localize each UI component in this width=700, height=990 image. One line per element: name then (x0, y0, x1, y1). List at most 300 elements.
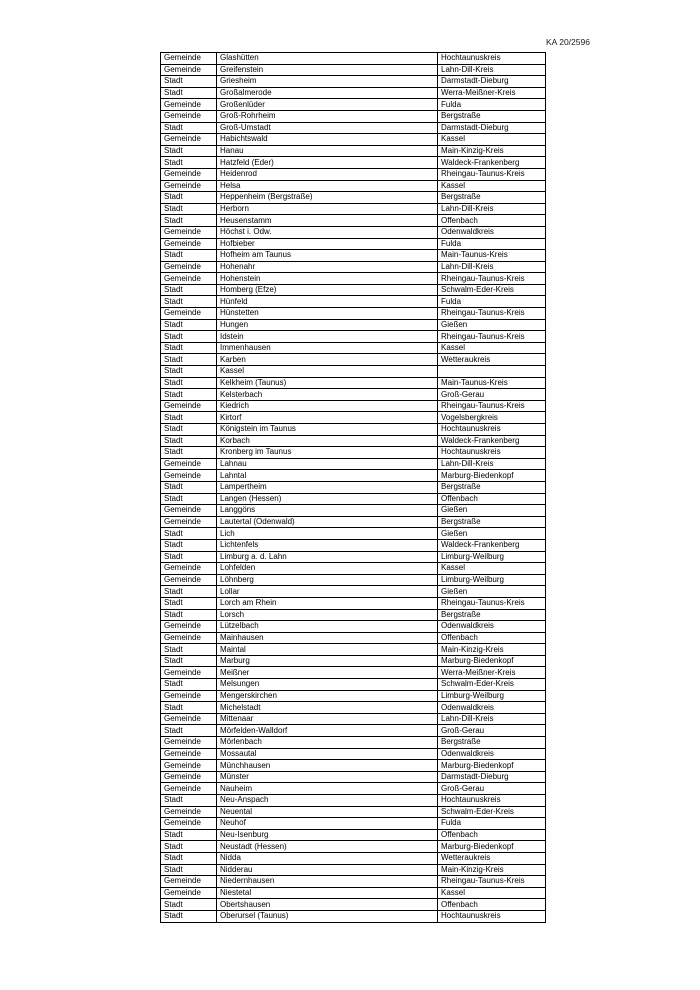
cell-type: Stadt (161, 284, 217, 296)
cell-type: Stadt (161, 319, 217, 331)
table-row (161, 516, 546, 528)
table-row (161, 192, 546, 204)
cell-name: Löhnberg (217, 574, 438, 586)
cell-type: Gemeinde (161, 806, 217, 818)
cell-kreis: Bergstraße (438, 110, 546, 122)
cell-type: Stadt (161, 493, 217, 505)
table-row (161, 447, 546, 459)
cell-type: Stadt (161, 296, 217, 308)
cell-name: Glashütten (217, 53, 438, 65)
table-row (161, 354, 546, 366)
cell-name: Habichtswald (217, 134, 438, 146)
cell-type: Gemeinde (161, 667, 217, 679)
cell-name: Groß-Umstadt (217, 122, 438, 134)
cell-type: Gemeinde (161, 53, 217, 65)
cell-type: Gemeinde (161, 690, 217, 702)
cell-name: Nidderau (217, 864, 438, 876)
cell-type: Stadt (161, 447, 217, 459)
table-row (161, 319, 546, 331)
cell-kreis: Lahn-Dill-Kreis (438, 458, 546, 470)
table-row (161, 342, 546, 354)
cell-kreis: Main-Kinzig-Kreis (438, 864, 546, 876)
cell-name: Lichtenfels (217, 539, 438, 551)
cell-name: Marburg (217, 655, 438, 667)
cell-type: Gemeinde (161, 226, 217, 238)
table-row (161, 667, 546, 679)
cell-type: Stadt (161, 841, 217, 853)
cell-name: Michelstadt (217, 702, 438, 714)
table-row (161, 702, 546, 714)
table-row (161, 226, 546, 238)
cell-name: Hofbieber (217, 238, 438, 250)
cell-type: Stadt (161, 899, 217, 911)
table-row (161, 389, 546, 401)
table-row (161, 597, 546, 609)
table-row (161, 168, 546, 180)
cell-type: Stadt (161, 192, 217, 204)
table-row (161, 621, 546, 633)
table-row (161, 910, 546, 922)
cell-kreis: Bergstraße (438, 481, 546, 493)
cell-name: Mengerskirchen (217, 690, 438, 702)
table-row (161, 377, 546, 389)
cell-name: Lahntal (217, 470, 438, 482)
cell-type: Stadt (161, 389, 217, 401)
table-row (161, 609, 546, 621)
cell-name: Heppenheim (Bergstraße) (217, 192, 438, 204)
cell-kreis: Schwalm-Eder-Kreis (438, 679, 546, 691)
table-row (161, 99, 546, 111)
cell-type: Gemeinde (161, 887, 217, 899)
cell-type: Gemeinde (161, 505, 217, 517)
table-row (161, 876, 546, 888)
table-row (161, 795, 546, 807)
cell-kreis: Werra-Meißner-Kreis (438, 667, 546, 679)
cell-kreis: Lahn-Dill-Kreis (438, 713, 546, 725)
cell-name: Karben (217, 354, 438, 366)
cell-kreis: Main-Taunus-Kreis (438, 250, 546, 262)
table-row (161, 331, 546, 343)
cell-type: Stadt (161, 910, 217, 922)
cell-name: Neustadt (Hessen) (217, 841, 438, 853)
table-row (161, 470, 546, 482)
cell-type: Gemeinde (161, 273, 217, 285)
cell-kreis: Rheingau-Taunus-Kreis (438, 400, 546, 412)
cell-type: Gemeinde (161, 400, 217, 412)
cell-name: Mörlenbach (217, 737, 438, 749)
cell-name: Hofheim am Taunus (217, 250, 438, 262)
cell-name: Homberg (Efze) (217, 284, 438, 296)
cell-type: Gemeinde (161, 458, 217, 470)
cell-type: Stadt (161, 655, 217, 667)
cell-name: Neuental (217, 806, 438, 818)
table-row (161, 64, 546, 76)
cell-kreis: Vogelsbergkreis (438, 412, 546, 424)
cell-type: Gemeinde (161, 574, 217, 586)
cell-type: Stadt (161, 412, 217, 424)
cell-type: Stadt (161, 679, 217, 691)
cell-kreis: Limburg-Weilburg (438, 574, 546, 586)
table-row (161, 145, 546, 157)
cell-name: Herborn (217, 203, 438, 215)
cell-kreis: Gießen (438, 319, 546, 331)
cell-type: Gemeinde (161, 771, 217, 783)
cell-type: Gemeinde (161, 168, 217, 180)
cell-kreis: Wetteraukreis (438, 354, 546, 366)
table-row (161, 841, 546, 853)
cell-kreis: Fulda (438, 238, 546, 250)
cell-type: Stadt (161, 609, 217, 621)
cell-name: Nidda (217, 852, 438, 864)
cell-name: Oberursel (Taunus) (217, 910, 438, 922)
cell-kreis: Main-Kinzig-Kreis (438, 644, 546, 656)
cell-name: Lollar (217, 586, 438, 598)
cell-type: Gemeinde (161, 516, 217, 528)
cell-name: Idstein (217, 331, 438, 343)
cell-kreis: Rheingau-Taunus-Kreis (438, 273, 546, 285)
cell-type: Stadt (161, 354, 217, 366)
cell-kreis: Bergstraße (438, 737, 546, 749)
cell-kreis: Hochtaunuskreis (438, 795, 546, 807)
cell-name: Mittenaar (217, 713, 438, 725)
table-row (161, 760, 546, 772)
cell-kreis: Offenbach (438, 899, 546, 911)
cell-type: Stadt (161, 157, 217, 169)
cell-type: Stadt (161, 377, 217, 389)
table-row (161, 563, 546, 575)
cell-type: Stadt (161, 528, 217, 540)
cell-type: Stadt (161, 539, 217, 551)
table-row (161, 887, 546, 899)
cell-kreis: Hochtaunuskreis (438, 53, 546, 65)
cell-kreis: Gießen (438, 586, 546, 598)
cell-kreis: Bergstraße (438, 192, 546, 204)
table-row (161, 771, 546, 783)
table-row (161, 458, 546, 470)
cell-kreis: Odenwaldkreis (438, 621, 546, 633)
cell-type: Gemeinde (161, 621, 217, 633)
table-row (161, 783, 546, 795)
cell-name: Mörfelden-Walldorf (217, 725, 438, 737)
table-row (161, 899, 546, 911)
table-row (161, 76, 546, 88)
cell-name: Lorch am Rhein (217, 597, 438, 609)
cell-name: Kelsterbach (217, 389, 438, 401)
table-row (161, 574, 546, 586)
cell-type: Gemeinde (161, 713, 217, 725)
cell-kreis: Hochtaunuskreis (438, 447, 546, 459)
table-row (161, 400, 546, 412)
cell-kreis: Limburg-Weilburg (438, 690, 546, 702)
cell-type: Stadt (161, 829, 217, 841)
cell-kreis: Lahn-Dill-Kreis (438, 261, 546, 273)
cell-kreis: Bergstraße (438, 516, 546, 528)
cell-kreis: Offenbach (438, 493, 546, 505)
document-reference: KA 20/2596 (546, 37, 590, 47)
cell-name: Hünfeld (217, 296, 438, 308)
cell-kreis: Main-Taunus-Kreis (438, 377, 546, 389)
table-row (161, 53, 546, 65)
cell-kreis: Marburg-Biedenkopf (438, 470, 546, 482)
table-row (161, 215, 546, 227)
cell-name: Melsungen (217, 679, 438, 691)
cell-kreis: Rheingau-Taunus-Kreis (438, 876, 546, 888)
cell-kreis: Groß-Gerau (438, 725, 546, 737)
table-row (161, 737, 546, 749)
cell-name: Neuhof (217, 818, 438, 830)
cell-kreis: Fulda (438, 99, 546, 111)
cell-type: Stadt (161, 342, 217, 354)
cell-kreis: Marburg-Biedenkopf (438, 841, 546, 853)
cell-kreis: Werra-Meißner-Kreis (438, 87, 546, 99)
table-row (161, 203, 546, 215)
table-row (161, 110, 546, 122)
cell-name: Kassel (217, 366, 438, 378)
cell-kreis: Odenwaldkreis (438, 226, 546, 238)
cell-kreis: Marburg-Biedenkopf (438, 655, 546, 667)
cell-name: Lahnau (217, 458, 438, 470)
cell-type: Stadt (161, 644, 217, 656)
table-row (161, 748, 546, 760)
table-row (161, 261, 546, 273)
table-row (161, 632, 546, 644)
cell-name: Mossautal (217, 748, 438, 760)
cell-name: Langen (Hessen) (217, 493, 438, 505)
cell-type: Stadt (161, 366, 217, 378)
table-row (161, 481, 546, 493)
table-row (161, 818, 546, 830)
cell-kreis: Kassel (438, 563, 546, 575)
table-row (161, 725, 546, 737)
cell-kreis: Schwalm-Eder-Kreis (438, 806, 546, 818)
cell-type: Gemeinde (161, 99, 217, 111)
cell-type: Stadt (161, 725, 217, 737)
cell-kreis: Offenbach (438, 215, 546, 227)
cell-name: Höchst i. Odw. (217, 226, 438, 238)
cell-name: Lorsch (217, 609, 438, 621)
cell-type: Gemeinde (161, 308, 217, 320)
cell-kreis: Lahn-Dill-Kreis (438, 203, 546, 215)
cell-name: Münster (217, 771, 438, 783)
cell-name: Hungen (217, 319, 438, 331)
cell-kreis: Kassel (438, 180, 546, 192)
table-row (161, 539, 546, 551)
cell-kreis (438, 366, 546, 378)
cell-name: Greifenstein (217, 64, 438, 76)
table-row (161, 493, 546, 505)
cell-kreis: Rheingau-Taunus-Kreis (438, 168, 546, 180)
cell-name: Nauheim (217, 783, 438, 795)
cell-kreis: Darmstadt-Dieburg (438, 76, 546, 88)
table-row (161, 180, 546, 192)
table-row (161, 122, 546, 134)
table-row (161, 366, 546, 378)
cell-kreis: Marburg-Biedenkopf (438, 760, 546, 772)
cell-kreis: Offenbach (438, 829, 546, 841)
table-row (161, 679, 546, 691)
cell-name: Hohenstein (217, 273, 438, 285)
table-row (161, 690, 546, 702)
cell-type: Stadt (161, 864, 217, 876)
cell-name: Großalmerode (217, 87, 438, 99)
cell-type: Gemeinde (161, 180, 217, 192)
cell-kreis: Groß-Gerau (438, 783, 546, 795)
table-row (161, 713, 546, 725)
cell-kreis: Groß-Gerau (438, 389, 546, 401)
cell-type: Gemeinde (161, 470, 217, 482)
table-row (161, 655, 546, 667)
cell-name: Immenhausen (217, 342, 438, 354)
cell-kreis: Rheingau-Taunus-Kreis (438, 597, 546, 609)
cell-type: Stadt (161, 122, 217, 134)
table-row (161, 412, 546, 424)
table-row (161, 852, 546, 864)
cell-type: Gemeinde (161, 632, 217, 644)
cell-name: Lampertheim (217, 481, 438, 493)
table-row (161, 806, 546, 818)
cell-name: Kelkheim (Taunus) (217, 377, 438, 389)
table-row (161, 273, 546, 285)
cell-name: Griesheim (217, 76, 438, 88)
cell-name: Großenlüder (217, 99, 438, 111)
cell-type: Stadt (161, 586, 217, 598)
cell-name: Münchhausen (217, 760, 438, 772)
cell-type: Stadt (161, 215, 217, 227)
municipality-table-body (161, 53, 546, 923)
cell-type: Stadt (161, 481, 217, 493)
cell-kreis: Kassel (438, 342, 546, 354)
cell-name: Niestetal (217, 887, 438, 899)
cell-kreis: Rheingau-Taunus-Kreis (438, 331, 546, 343)
cell-kreis: Offenbach (438, 632, 546, 644)
cell-type: Stadt (161, 331, 217, 343)
table-row (161, 157, 546, 169)
cell-kreis: Fulda (438, 818, 546, 830)
cell-kreis: Fulda (438, 296, 546, 308)
cell-name: Maintal (217, 644, 438, 656)
cell-type: Gemeinde (161, 64, 217, 76)
cell-kreis: Schwalm-Eder-Kreis (438, 284, 546, 296)
table-row (161, 134, 546, 146)
cell-type: Gemeinde (161, 261, 217, 273)
table-row (161, 238, 546, 250)
table-row (161, 250, 546, 262)
table-row (161, 87, 546, 99)
cell-name: Groß-Rohrheim (217, 110, 438, 122)
cell-kreis: Kassel (438, 887, 546, 899)
cell-type: Gemeinde (161, 760, 217, 772)
cell-type: Stadt (161, 852, 217, 864)
cell-name: Niedernhausen (217, 876, 438, 888)
cell-type: Gemeinde (161, 134, 217, 146)
cell-type: Stadt (161, 795, 217, 807)
cell-name: Hohenahr (217, 261, 438, 273)
cell-kreis: Rheingau-Taunus-Kreis (438, 308, 546, 320)
cell-name: Heidenrod (217, 168, 438, 180)
cell-name: Meißner (217, 667, 438, 679)
table-row (161, 586, 546, 598)
cell-kreis: Lahn-Dill-Kreis (438, 64, 546, 76)
table-row (161, 864, 546, 876)
table-row (161, 505, 546, 517)
cell-type: Stadt (161, 424, 217, 436)
table-row (161, 296, 546, 308)
cell-kreis: Darmstadt-Dieburg (438, 771, 546, 783)
cell-type: Gemeinde (161, 748, 217, 760)
cell-kreis: Gießen (438, 505, 546, 517)
cell-name: Lich (217, 528, 438, 540)
cell-type: Stadt (161, 435, 217, 447)
cell-type: Stadt (161, 551, 217, 563)
cell-type: Stadt (161, 76, 217, 88)
table-row (161, 551, 546, 563)
table-row (161, 308, 546, 320)
cell-name: Heusenstamm (217, 215, 438, 227)
cell-name: Hanau (217, 145, 438, 157)
cell-type: Stadt (161, 203, 217, 215)
cell-name: Kirtorf (217, 412, 438, 424)
cell-type: Stadt (161, 597, 217, 609)
cell-name: Lützelbach (217, 621, 438, 633)
cell-type: Stadt (161, 250, 217, 262)
cell-type: Gemeinde (161, 818, 217, 830)
cell-name: Kronberg im Taunus (217, 447, 438, 459)
cell-name: Königstein im Taunus (217, 424, 438, 436)
table-row (161, 829, 546, 841)
cell-kreis: Waldeck-Frankenberg (438, 539, 546, 551)
cell-kreis: Waldeck-Frankenberg (438, 435, 546, 447)
cell-type: Gemeinde (161, 783, 217, 795)
cell-kreis: Waldeck-Frankenberg (438, 157, 546, 169)
cell-name: Obertshausen (217, 899, 438, 911)
cell-kreis: Kassel (438, 134, 546, 146)
cell-kreis: Main-Kinzig-Kreis (438, 145, 546, 157)
cell-type: Gemeinde (161, 110, 217, 122)
cell-name: Kiedrich (217, 400, 438, 412)
cell-name: Korbach (217, 435, 438, 447)
table-row (161, 644, 546, 656)
cell-kreis: Hochtaunuskreis (438, 424, 546, 436)
cell-type: Gemeinde (161, 563, 217, 575)
cell-kreis: Bergstraße (438, 609, 546, 621)
cell-kreis: Darmstadt-Dieburg (438, 122, 546, 134)
cell-name: Neu-Isenburg (217, 829, 438, 841)
cell-kreis: Limburg-Weilburg (438, 551, 546, 563)
cell-name: Mainhausen (217, 632, 438, 644)
cell-kreis: Gießen (438, 528, 546, 540)
cell-kreis: Odenwaldkreis (438, 702, 546, 714)
table-row (161, 435, 546, 447)
table-row (161, 284, 546, 296)
cell-name: Hatzfeld (Eder) (217, 157, 438, 169)
cell-name: Hünstetten (217, 308, 438, 320)
table-row (161, 424, 546, 436)
cell-name: Neu-Anspach (217, 795, 438, 807)
cell-kreis: Hochtaunuskreis (438, 910, 546, 922)
cell-kreis: Wetteraukreis (438, 852, 546, 864)
cell-type: Stadt (161, 87, 217, 99)
cell-type: Stadt (161, 702, 217, 714)
cell-name: Helsa (217, 180, 438, 192)
cell-name: Langgöns (217, 505, 438, 517)
cell-name: Lautertal (Odenwald) (217, 516, 438, 528)
cell-kreis: Odenwaldkreis (438, 748, 546, 760)
cell-name: Limburg a. d. Lahn (217, 551, 438, 563)
cell-type: Stadt (161, 145, 217, 157)
municipality-table (160, 52, 546, 923)
cell-name: Lohfelden (217, 563, 438, 575)
table-row (161, 528, 546, 540)
